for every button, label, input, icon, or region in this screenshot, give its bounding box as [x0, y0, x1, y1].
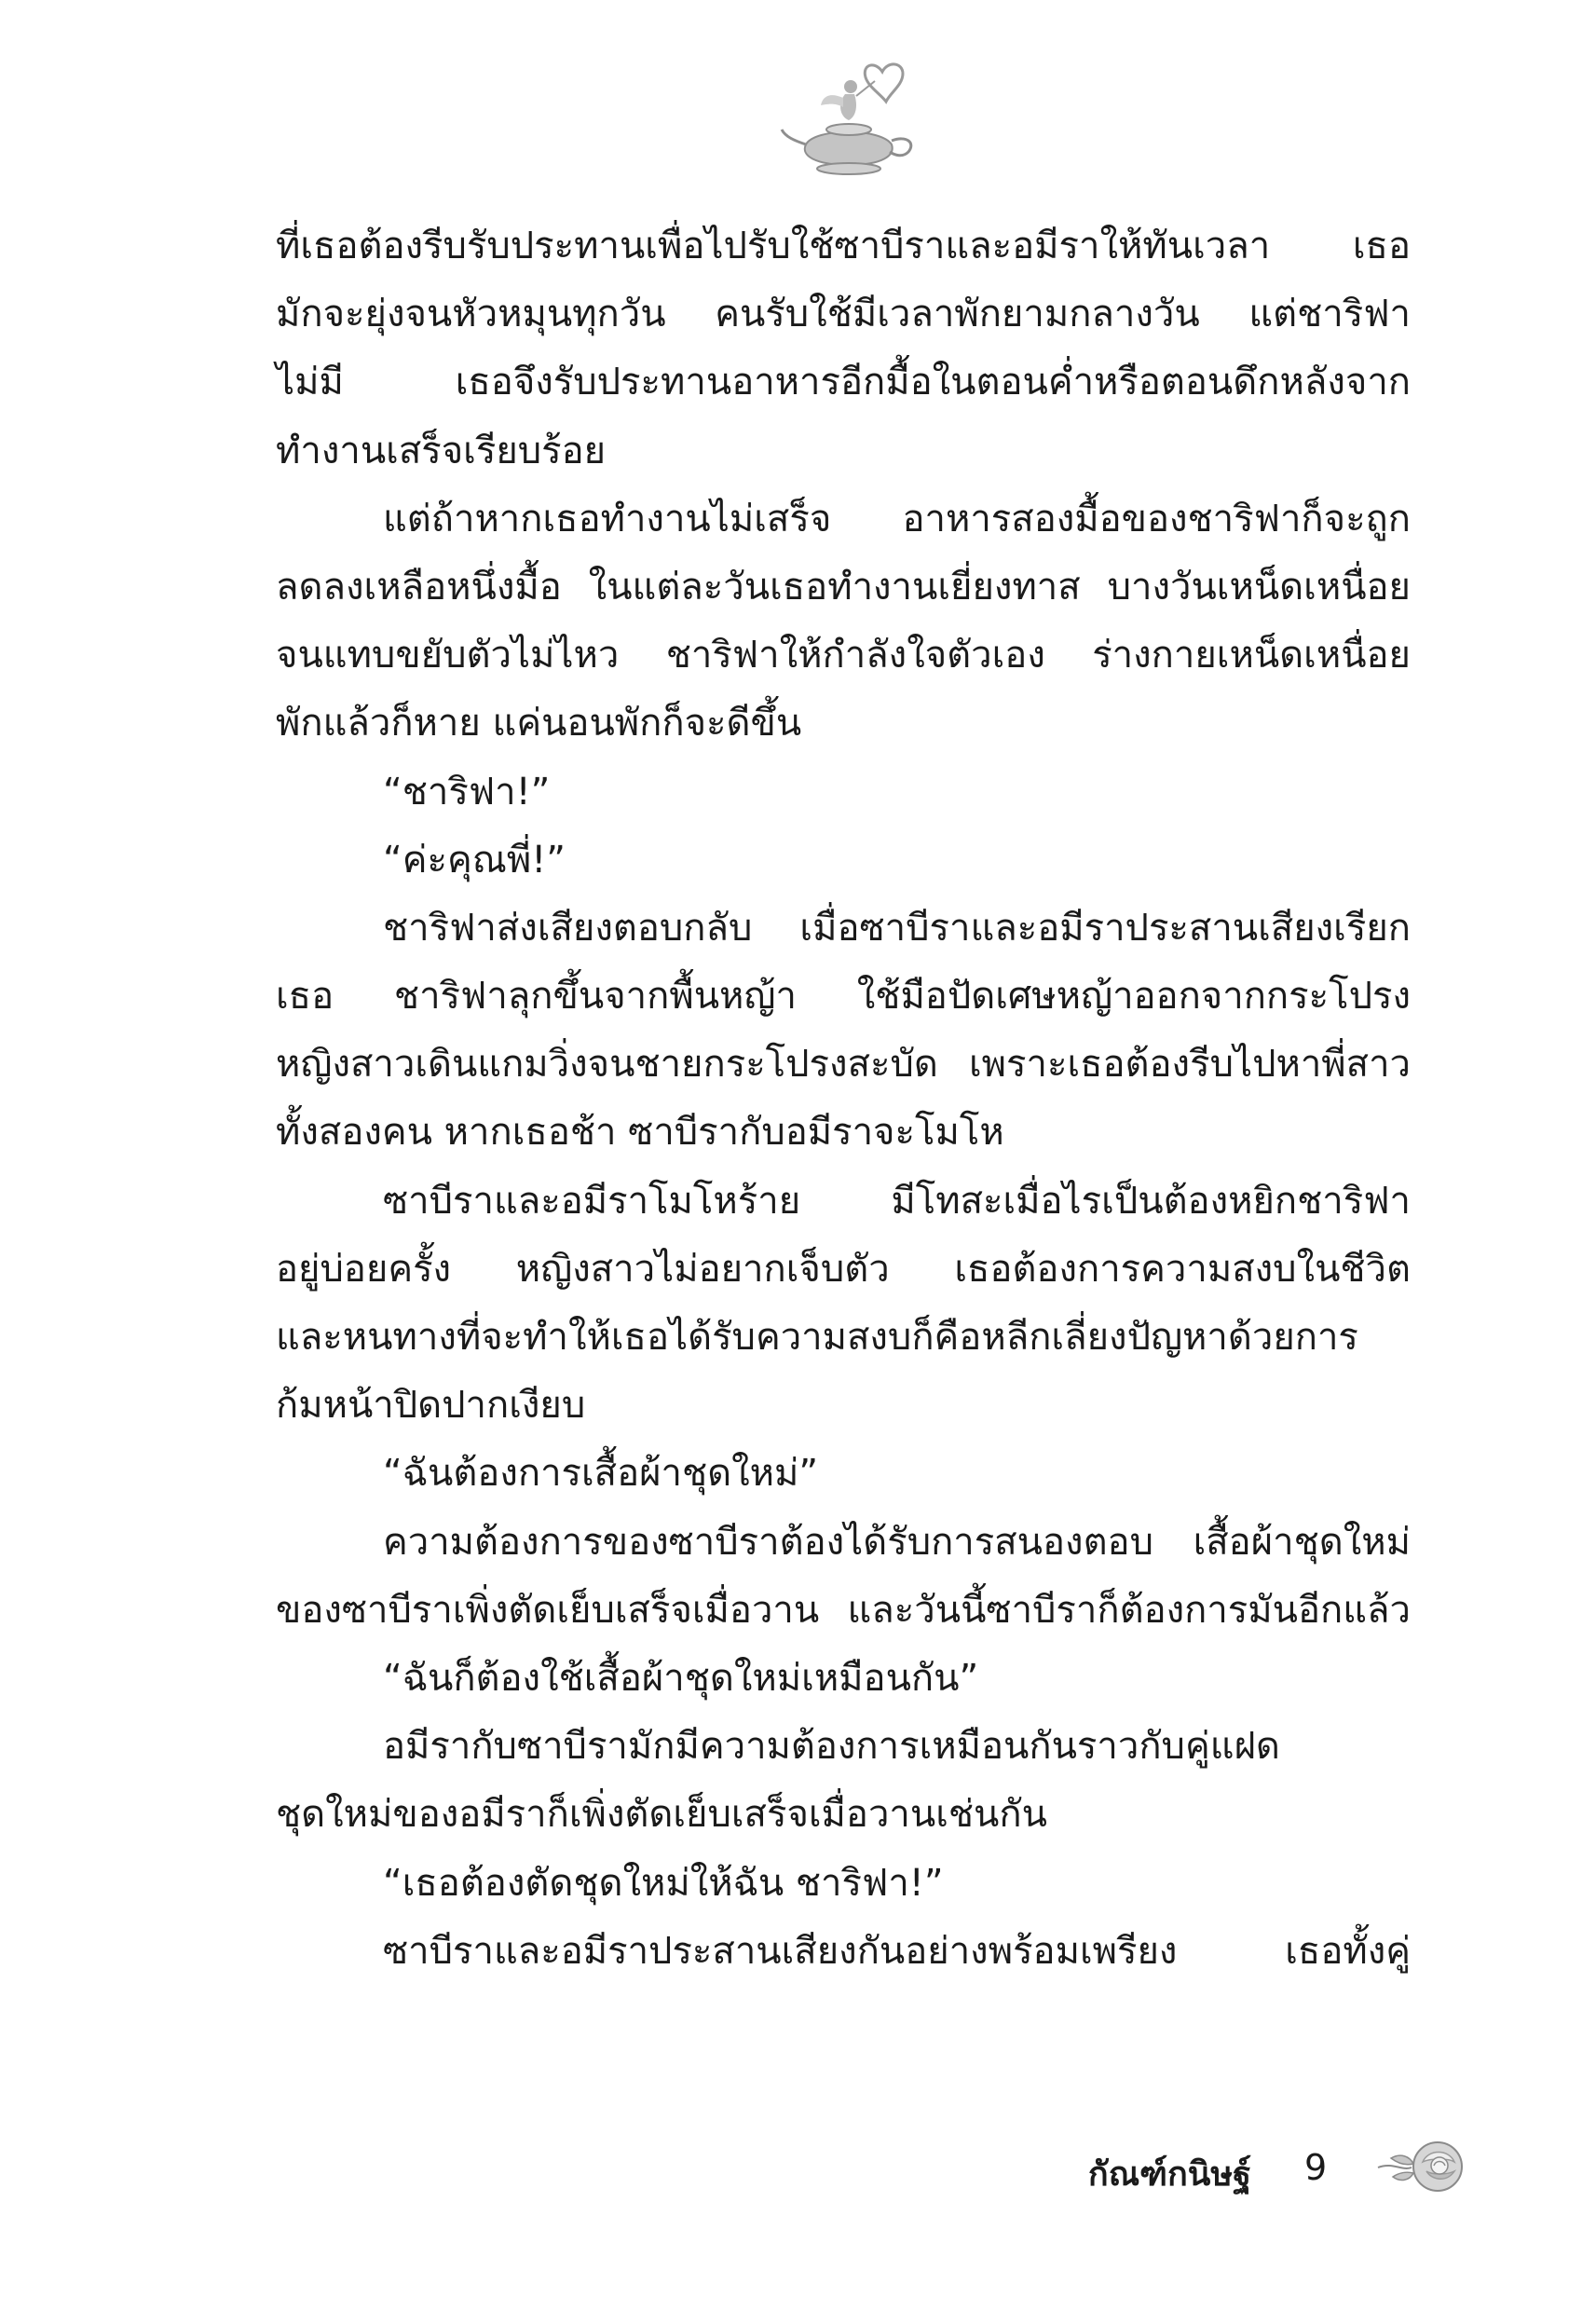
text-line: อยู่บ่อยครั้ง หญิงสาวไม่อยากเจ็บตัว เธอต้องการความสงบในชีวิต — [276, 1247, 1411, 1291]
text-line: ความต้องการของซาบีราต้องได้รับการสนองตอบ เสื้อผ้าชุดใหม่ — [383, 1520, 1411, 1564]
text-line: ชุดใหม่ของอมีราก็เพิ่งตัดเย็บเสร็จเมื่อวานเช่นกัน — [276, 1793, 1047, 1837]
book-title: กัณฑ์กนิษฐ์ — [1087, 2155, 1251, 2194]
text-line: ซาบีราและอมีราประสานเสียงกันอย่างพร้อมเพรียง เธอทั้งคู่ — [383, 1929, 1411, 1973]
text-line: อมีรากับซาบีรามักมีความต้องการเหมือนกันราวกับคู่แฝด — [383, 1725, 1280, 1769]
text-line: มักจะยุ่งจนหัวหมุนทุกวัน คนรับใช้มีเวลาพักยามกลางวัน แต่ชาริฟา — [276, 293, 1411, 336]
text-line: แต่ถ้าหากเธอทำงานไม่เสร็จ อาหารสองมื้อของชาริฟาก็จะถูก — [383, 497, 1411, 540]
dialogue-line: “ฉันต้องการเสื้อผ้าชุดใหม่” — [383, 1452, 819, 1496]
text-line: ทำงานเสร็จเรียบร้อย — [276, 429, 607, 472]
text-line: ลดลงเหลือหนึ่งมื้อ ในแต่ละวันเธอทำงานเยี่ยงทาส บางวันเหน็ดเหนื่อย — [276, 565, 1411, 609]
teapot-emblem-icon — [778, 51, 927, 182]
text-line: เธอ ชาริฟาลุกขึ้นจากพื้นหญ้า ใช้มือปัดเศษหญ้าออกจากกระโปรง — [276, 975, 1411, 1019]
dialogue-line: “เธอต้องตัดชุดใหม่ให้ฉัน ชาริฟา!” — [383, 1861, 944, 1905]
text-line: และหนทางที่จะทำให้เธอได้รับความสงบก็คือหลีกเลี่ยงปัญหาด้วยการ — [276, 1316, 1358, 1359]
text-line: ไม่มี เธอจึงรับประทานอาหารอีกมื้อในตอนค่ำหรือตอนดึกหลังจาก — [276, 361, 1411, 404]
dialogue-line: “ค่ะคุณพี่!” — [383, 838, 566, 882]
text-line: ทั้งสองคน หากเธอช้า ซาบีรากับอมีราจะโมโห — [276, 1111, 1004, 1155]
text-line: ชาริฟาส่งเสียงตอบกลับ เมื่อซาบีราและอมีราประสานเสียงเรียก — [383, 906, 1411, 950]
dialogue-line: “ฉันก็ต้องใช้เสื้อผ้าชุดใหม่เหมือนกัน” — [383, 1656, 979, 1700]
dialogue-line: “ชาริฟา!” — [383, 770, 551, 814]
page-number: 9 — [1304, 2147, 1328, 2188]
text-line: ที่เธอต้องรีบรับประทานเพื่อไปรับใช้ซาบีราและอมีราให้ทันเวลา เธอ — [276, 225, 1411, 267]
text-line: ก้มหน้าปิดปากเงียบ — [276, 1384, 586, 1428]
text-line: หญิงสาวเดินแกมวิ่งจนชายกระโปรงสะบัด เพราะเธอต้องรีบไปหาพี่สาว — [276, 1043, 1411, 1087]
page-footer — [0, 2134, 1596, 2208]
text-line: ของซาบีราเพิ่งตัดเย็บเสร็จเมื่อวาน และวันนี้ซาบีราก็ต้องการมันอีกแล้ว — [276, 1588, 1411, 1632]
body-text — [276, 212, 1411, 1986]
text-line: พักแล้วก็หาย แค่นอนพักก็จะดีขึ้น — [276, 702, 802, 745]
rose-icon — [1374, 2134, 1477, 2199]
text-line: จนแทบขยับตัวไม่ไหว ชาริฟาให้กำลังใจตัวเอง ร่างกายเหน็ดเหนื่อย — [276, 634, 1411, 677]
text-line: ซาบีราและอมีราโมโหร้าย มีโทสะเมื่อไรเป็นต้องหยิกชาริฟา — [383, 1179, 1411, 1223]
